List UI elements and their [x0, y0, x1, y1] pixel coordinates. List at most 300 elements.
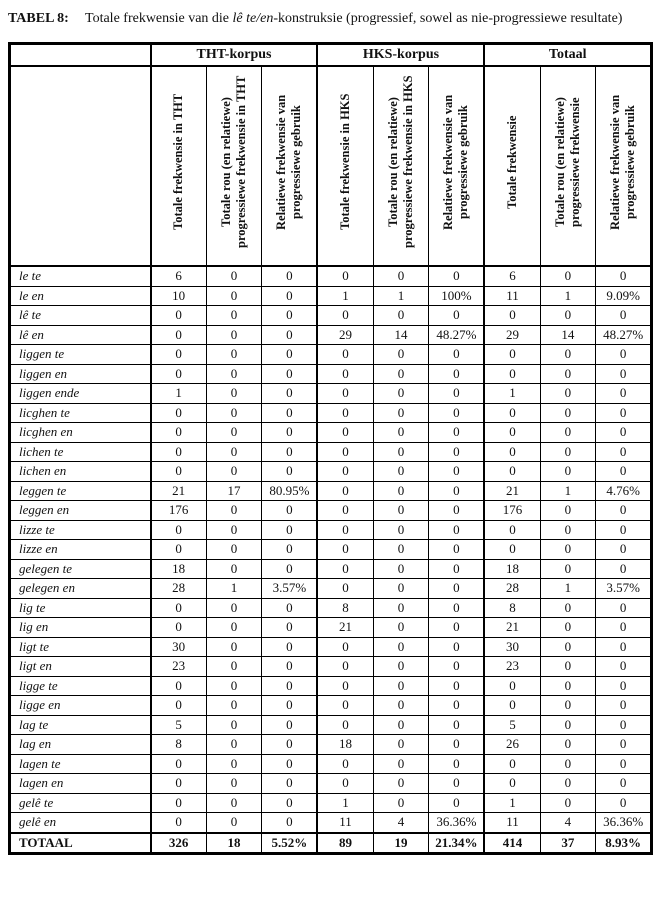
- data-row: [10, 345, 652, 365]
- value-cell: 0: [429, 657, 485, 677]
- value-cell: 0: [262, 501, 318, 521]
- value-cell: 0: [151, 676, 207, 696]
- row-label: ligge en: [10, 696, 151, 716]
- value-cell: 0: [429, 637, 485, 657]
- value-cell: 0: [262, 266, 318, 286]
- value-cell: 0: [540, 696, 596, 716]
- value-cell: 0: [429, 735, 485, 755]
- value-cell: 10: [151, 286, 207, 306]
- value-cell: 0: [373, 735, 429, 755]
- value-cell: 80.95%: [262, 481, 318, 501]
- data-row: [10, 657, 652, 677]
- row-label: gelegen en: [10, 579, 151, 599]
- value-cell: 18: [151, 559, 207, 579]
- value-cell: 0: [596, 735, 652, 755]
- value-cell: 0: [540, 754, 596, 774]
- value-cell: 8: [151, 735, 207, 755]
- value-cell: 4: [373, 813, 429, 833]
- table-body: [10, 266, 652, 854]
- row-label: lag te: [10, 715, 151, 735]
- value-cell: 0: [206, 266, 262, 286]
- value-cell: 0: [317, 481, 373, 501]
- value-cell: 0: [596, 364, 652, 384]
- column-header: [317, 66, 373, 266]
- value-cell: 0: [540, 423, 596, 443]
- data-row: [10, 676, 652, 696]
- data-row: [10, 598, 652, 618]
- value-cell: 0: [429, 540, 485, 560]
- value-cell: 0: [317, 657, 373, 677]
- value-cell: 0: [373, 696, 429, 716]
- value-cell: 0: [262, 540, 318, 560]
- value-cell: 0: [540, 462, 596, 482]
- value-cell: 0: [206, 637, 262, 657]
- column-header: [151, 66, 207, 266]
- value-cell: 0: [262, 403, 318, 423]
- value-cell: 8: [317, 598, 373, 618]
- column-header-label: Relatiewe frekwensie van progressiewe gebruik: [608, 94, 638, 230]
- value-cell: 176: [484, 501, 540, 521]
- value-cell: 326: [151, 833, 207, 854]
- row-label: lizze en: [10, 540, 151, 560]
- value-cell: 0: [540, 618, 596, 638]
- data-row: [10, 306, 652, 326]
- value-cell: 0: [317, 423, 373, 443]
- value-cell: 0: [206, 735, 262, 755]
- title-text-italic: lê te/en: [232, 11, 274, 26]
- value-cell: 0: [262, 384, 318, 404]
- value-cell: 0: [317, 559, 373, 579]
- value-cell: 26: [484, 735, 540, 755]
- value-cell: 0: [596, 306, 652, 326]
- value-cell: 0: [151, 423, 207, 443]
- value-cell: 0: [484, 462, 540, 482]
- value-cell: 0: [206, 442, 262, 462]
- value-cell: 0: [373, 481, 429, 501]
- column-header-label: Totale rou (en relatiewe) progressiewe frekwensie in HKS: [385, 76, 415, 249]
- value-cell: 11: [317, 813, 373, 833]
- frequency-table: [8, 42, 653, 855]
- value-cell: 11: [484, 286, 540, 306]
- value-cell: 0: [429, 423, 485, 443]
- value-cell: 0: [206, 520, 262, 540]
- value-cell: 0: [540, 540, 596, 560]
- value-cell: 0: [596, 384, 652, 404]
- value-cell: 0: [429, 559, 485, 579]
- value-cell: 0: [429, 481, 485, 501]
- group-header-tht: THT-korpus: [151, 44, 318, 67]
- data-row: [10, 774, 652, 794]
- value-cell: 0: [596, 266, 652, 286]
- value-cell: 0: [484, 520, 540, 540]
- column-header: [540, 66, 596, 266]
- value-cell: 0: [317, 462, 373, 482]
- value-cell: 0: [206, 540, 262, 560]
- value-cell: 0: [373, 520, 429, 540]
- value-cell: 0: [151, 325, 207, 345]
- value-cell: 23: [484, 657, 540, 677]
- value-cell: 0: [373, 501, 429, 521]
- value-cell: 0: [262, 520, 318, 540]
- row-label: leggen te: [10, 481, 151, 501]
- value-cell: 0: [429, 462, 485, 482]
- value-cell: 0: [596, 403, 652, 423]
- value-cell: 0: [429, 793, 485, 813]
- value-cell: 0: [484, 676, 540, 696]
- value-cell: 36.36%: [596, 813, 652, 833]
- value-cell: 0: [206, 598, 262, 618]
- value-cell: 0: [206, 403, 262, 423]
- value-cell: 0: [262, 325, 318, 345]
- value-cell: 0: [596, 598, 652, 618]
- value-cell: 21: [484, 618, 540, 638]
- column-header: [596, 66, 652, 266]
- value-cell: 37: [540, 833, 596, 854]
- value-cell: 17: [206, 481, 262, 501]
- value-cell: 0: [596, 423, 652, 443]
- column-header-label: Totale frekwensie in HKS: [338, 94, 353, 231]
- data-row: [10, 266, 652, 286]
- data-row: [10, 559, 652, 579]
- row-label: licghen en: [10, 423, 151, 443]
- value-cell: 1: [206, 579, 262, 599]
- corner-cell: [10, 44, 151, 67]
- value-cell: 0: [373, 637, 429, 657]
- value-cell: 21: [484, 481, 540, 501]
- value-cell: 0: [429, 598, 485, 618]
- value-cell: 176: [151, 501, 207, 521]
- value-cell: 0: [262, 598, 318, 618]
- value-cell: 36.36%: [429, 813, 485, 833]
- value-cell: 1: [373, 286, 429, 306]
- column-header: [429, 66, 485, 266]
- value-cell: 1: [540, 286, 596, 306]
- value-cell: 0: [206, 364, 262, 384]
- value-cell: 0: [317, 266, 373, 286]
- value-cell: 0: [484, 442, 540, 462]
- row-label: gelegen te: [10, 559, 151, 579]
- column-header: [262, 66, 318, 266]
- value-cell: 0: [484, 306, 540, 326]
- data-row: [10, 813, 652, 833]
- column-header: [373, 66, 429, 266]
- value-cell: 0: [317, 520, 373, 540]
- data-row: [10, 754, 652, 774]
- value-cell: 0: [429, 618, 485, 638]
- value-cell: 0: [596, 676, 652, 696]
- value-cell: 21: [151, 481, 207, 501]
- value-cell: 0: [206, 715, 262, 735]
- value-cell: 0: [151, 442, 207, 462]
- row-label: gelê en: [10, 813, 151, 833]
- value-cell: 0: [262, 286, 318, 306]
- value-cell: 0: [317, 403, 373, 423]
- value-cell: 5.52%: [262, 833, 318, 854]
- value-cell: 0: [484, 403, 540, 423]
- value-cell: 0: [540, 306, 596, 326]
- row-label: licghen te: [10, 403, 151, 423]
- value-cell: 0: [429, 520, 485, 540]
- row-label: le te: [10, 266, 151, 286]
- value-cell: 0: [373, 442, 429, 462]
- row-label: lê en: [10, 325, 151, 345]
- value-cell: 0: [262, 364, 318, 384]
- value-cell: 0: [206, 618, 262, 638]
- value-cell: 0: [317, 501, 373, 521]
- row-label: leggen en: [10, 501, 151, 521]
- value-cell: 0: [151, 793, 207, 813]
- data-row: [10, 540, 652, 560]
- title-text-pre: Totale frekwensie van die: [85, 11, 233, 26]
- column-header-label: Totale rou (en relatiewe) progressiewe frekwensie in THT: [218, 76, 248, 249]
- value-cell: 0: [262, 774, 318, 794]
- value-cell: 0: [596, 754, 652, 774]
- value-cell: 18: [484, 559, 540, 579]
- value-cell: 0: [540, 364, 596, 384]
- value-cell: 0: [206, 423, 262, 443]
- value-cell: 0: [317, 384, 373, 404]
- value-cell: 0: [206, 501, 262, 521]
- value-cell: 0: [596, 462, 652, 482]
- value-cell: 0: [262, 423, 318, 443]
- row-label: lig te: [10, 598, 151, 618]
- value-cell: 0: [262, 676, 318, 696]
- value-cell: 0: [429, 403, 485, 423]
- value-cell: 0: [151, 774, 207, 794]
- value-cell: 23: [151, 657, 207, 677]
- value-cell: 0: [540, 774, 596, 794]
- value-cell: 0: [484, 364, 540, 384]
- value-cell: 1: [484, 384, 540, 404]
- group-header-totaal: Totaal: [484, 44, 651, 67]
- value-cell: 0: [317, 306, 373, 326]
- value-cell: 0: [262, 754, 318, 774]
- value-cell: 0: [596, 559, 652, 579]
- value-cell: 30: [484, 637, 540, 657]
- value-cell: 0: [206, 676, 262, 696]
- row-label: liggen en: [10, 364, 151, 384]
- value-cell: 0: [262, 735, 318, 755]
- value-cell: 0: [596, 696, 652, 716]
- data-row: [10, 735, 652, 755]
- value-cell: 0: [596, 657, 652, 677]
- value-cell: 0: [540, 266, 596, 286]
- value-cell: 0: [151, 754, 207, 774]
- data-row: [10, 442, 652, 462]
- value-cell: 100%: [429, 286, 485, 306]
- value-cell: 0: [596, 793, 652, 813]
- value-cell: 0: [317, 345, 373, 365]
- value-cell: 0: [484, 423, 540, 443]
- value-cell: 0: [151, 520, 207, 540]
- value-cell: 0: [317, 696, 373, 716]
- table-title: [85, 9, 653, 29]
- column-header: [206, 66, 262, 266]
- value-cell: 0: [540, 657, 596, 677]
- value-cell: 1: [317, 286, 373, 306]
- value-cell: 0: [429, 364, 485, 384]
- value-cell: 5: [484, 715, 540, 735]
- group-header-row: [10, 44, 652, 67]
- group-header-hks: HKS-korpus: [317, 44, 484, 67]
- value-cell: 0: [596, 774, 652, 794]
- value-cell: 0: [596, 442, 652, 462]
- value-cell: 0: [373, 774, 429, 794]
- data-row: [10, 462, 652, 482]
- row-label: ligt te: [10, 637, 151, 657]
- column-header-label: Totale frekwensie in THT: [171, 94, 186, 231]
- value-cell: 1: [540, 579, 596, 599]
- row-label: TOTAAL: [10, 833, 151, 854]
- value-cell: 0: [206, 345, 262, 365]
- value-cell: 0: [429, 676, 485, 696]
- column-header-label: Relatiewe frekwensie van progressiewe gebruik: [441, 94, 471, 230]
- value-cell: 1: [151, 384, 207, 404]
- column-header-label: Totale frekwensie: [505, 115, 520, 209]
- value-cell: 0: [151, 403, 207, 423]
- data-row: [10, 384, 652, 404]
- value-cell: 0: [596, 345, 652, 365]
- value-cell: 0: [151, 364, 207, 384]
- value-cell: 0: [373, 559, 429, 579]
- total-row: [10, 833, 652, 854]
- value-cell: 0: [540, 598, 596, 618]
- value-cell: 3.57%: [262, 579, 318, 599]
- value-cell: 0: [373, 793, 429, 813]
- value-cell: 1: [317, 793, 373, 813]
- value-cell: 6: [151, 266, 207, 286]
- value-cell: 21: [317, 618, 373, 638]
- value-cell: 0: [317, 715, 373, 735]
- value-cell: 0: [206, 657, 262, 677]
- value-cell: 0: [262, 637, 318, 657]
- data-row: [10, 579, 652, 599]
- data-row: [10, 364, 652, 384]
- value-cell: 0: [206, 793, 262, 813]
- row-label: lizze te: [10, 520, 151, 540]
- table-number: TABEL 8:: [8, 11, 69, 26]
- value-cell: 0: [373, 462, 429, 482]
- value-cell: 0: [151, 540, 207, 560]
- value-cell: 0: [151, 345, 207, 365]
- value-cell: 8.93%: [596, 833, 652, 854]
- value-cell: 1: [540, 481, 596, 501]
- value-cell: 0: [317, 579, 373, 599]
- value-cell: 28: [484, 579, 540, 599]
- value-cell: 0: [429, 579, 485, 599]
- value-cell: 0: [596, 520, 652, 540]
- data-row: [10, 403, 652, 423]
- row-label: lê te: [10, 306, 151, 326]
- value-cell: 0: [262, 559, 318, 579]
- value-cell: 0: [540, 442, 596, 462]
- value-cell: 0: [484, 754, 540, 774]
- row-label: gelê te: [10, 793, 151, 813]
- value-cell: 0: [373, 657, 429, 677]
- column-header-label: Relatiewe frekwensie van progressiewe gebruik: [274, 94, 304, 230]
- value-cell: 0: [484, 774, 540, 794]
- value-cell: 14: [373, 325, 429, 345]
- value-cell: 9.09%: [596, 286, 652, 306]
- value-cell: 0: [429, 696, 485, 716]
- value-cell: 0: [262, 618, 318, 638]
- value-cell: 0: [373, 540, 429, 560]
- value-cell: 0: [373, 715, 429, 735]
- value-cell: 0: [206, 384, 262, 404]
- column-header-row: [10, 66, 652, 266]
- value-cell: 0: [429, 442, 485, 462]
- value-cell: 0: [206, 325, 262, 345]
- value-cell: 0: [206, 306, 262, 326]
- value-cell: 0: [373, 345, 429, 365]
- value-cell: 0: [540, 637, 596, 657]
- value-cell: 0: [373, 676, 429, 696]
- value-cell: 48.27%: [429, 325, 485, 345]
- value-cell: 21.34%: [429, 833, 485, 854]
- value-cell: 11: [484, 813, 540, 833]
- value-cell: 18: [317, 735, 373, 755]
- value-cell: 0: [151, 598, 207, 618]
- column-header-label: Totale rou (en relatiewe) progressiewe frekwensie: [552, 97, 582, 228]
- value-cell: 8: [484, 598, 540, 618]
- value-cell: 0: [540, 403, 596, 423]
- value-cell: 0: [540, 345, 596, 365]
- data-row: [10, 696, 652, 716]
- data-row: [10, 715, 652, 735]
- value-cell: 4: [540, 813, 596, 833]
- value-cell: 0: [317, 676, 373, 696]
- value-cell: 0: [373, 754, 429, 774]
- value-cell: 0: [262, 715, 318, 735]
- value-cell: 0: [206, 696, 262, 716]
- value-cell: 0: [317, 364, 373, 384]
- value-cell: 0: [206, 286, 262, 306]
- value-cell: 0: [373, 579, 429, 599]
- value-cell: 414: [484, 833, 540, 854]
- value-cell: 0: [317, 774, 373, 794]
- value-cell: 0: [429, 306, 485, 326]
- value-cell: 0: [540, 735, 596, 755]
- row-label: lagen en: [10, 774, 151, 794]
- value-cell: 0: [151, 618, 207, 638]
- value-cell: 0: [540, 715, 596, 735]
- value-cell: 0: [206, 462, 262, 482]
- row-label: lichen te: [10, 442, 151, 462]
- value-cell: 0: [596, 540, 652, 560]
- data-row: [10, 325, 652, 345]
- value-cell: 1: [484, 793, 540, 813]
- value-cell: 0: [540, 384, 596, 404]
- value-cell: 0: [262, 345, 318, 365]
- value-cell: 0: [540, 501, 596, 521]
- row-label: le en: [10, 286, 151, 306]
- value-cell: 0: [596, 501, 652, 521]
- table-caption: [8, 9, 653, 29]
- data-row: [10, 637, 652, 657]
- value-cell: 29: [317, 325, 373, 345]
- row-label: lig en: [10, 618, 151, 638]
- data-row: [10, 423, 652, 443]
- value-cell: 0: [206, 754, 262, 774]
- value-cell: 0: [429, 345, 485, 365]
- value-cell: 0: [317, 442, 373, 462]
- value-cell: 0: [206, 559, 262, 579]
- value-cell: 0: [429, 384, 485, 404]
- value-cell: 0: [373, 618, 429, 638]
- value-cell: 0: [206, 774, 262, 794]
- value-cell: 0: [540, 559, 596, 579]
- data-row: [10, 793, 652, 813]
